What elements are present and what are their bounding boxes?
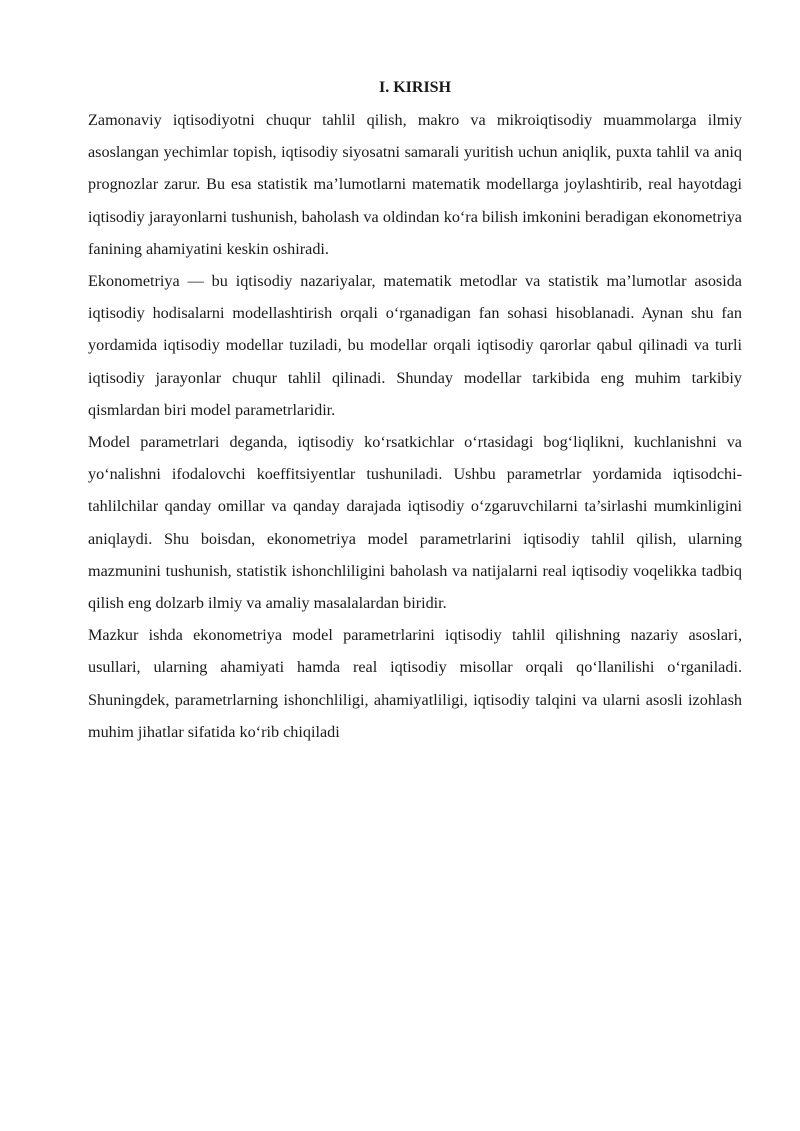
paragraph-intro: Zamonaviy iqtisodiyotni chuqur tahlil qilish, makro va mikroiqtisodiy muammolarga ilmiy asoslangan yechimlar topish, iqtisodiy siyosatni samarali yuritish uchun aniqlik, puxta tahlil va aniq prognozlar zarur. Bu esa statistik ma’lumotlarni matematik modellarga joylashtirib, real hayotdagi iqtisodiy jarayonlarni tushunish, baholash va oldindan ko‘ra bilish imkonini beradigan ekonometriya fanining ahamiyatini keskin oshiradi. xyxy=(88,111,742,258)
paragraph-work-scope: Mazkur ishda ekonometriya model parametrlarini iqtisodiy tahlil qilishning nazariy asoslari, usullari, ularning ahamiyati hamda real iqtisodiy misollar orqali qo‘llanilishi o‘rganiladi. Shuningdek, parametrlarning ishonchliligi, ahamiyatliligi, iqtisodiy talqini va ularni asosli izohlash muhim jihatlar sifatida ko‘rib chiqiladi xyxy=(88,626,742,741)
document-page xyxy=(88,74,742,748)
paragraph-model-parameters: Model parametrlari deganda, iqtisodiy ko‘rsatkichlar o‘rtasidagi bog‘liqlikni, kuchlanishni va yo‘nalishni ifodalovchi koeffitsiyentlar tushuniladi. Ushbu parametrlar yordamida iqtisodchi-tahlilchilar qanday omillar va qanday darajada iqtisodiy o‘zgaruvchilarni ta’sirlashi mumkinligini aniqlaydi. Shu boisdan, ekonometriya model parametrlarini iqtisodiy tahlil qilish, ularning mazmunini tushunish, statistik ishonchliligini baholash va natijalarni real iqtisodiy voqelikka tadbiq qilish eng dolzarb ilmiy va amaliy masalalardan biridir. xyxy=(88,433,742,613)
section-heading: I. KIRISH xyxy=(378,79,452,96)
paragraph-econometrics-definition: Ekonometriya — bu iqtisodiy nazariyalar, matematik metodlar va statistik ma’lumotlar asosida iqtisodiy hodisalarni modellashtirish orqali o‘rganadigan fan sohasi hisoblanadi. Aynan shu fan yordamida iqtisodiy modellar tuziladi, bu modellar orqali iqtisodiy qarorlar qabul qilinadi va turli iqtisodiy jarayonlar chuqur tahlil qilinadi. Shunday modellar tarkibida eng muhim tarkibiy qismlardan biri model parametrlaridir. xyxy=(88,272,742,419)
